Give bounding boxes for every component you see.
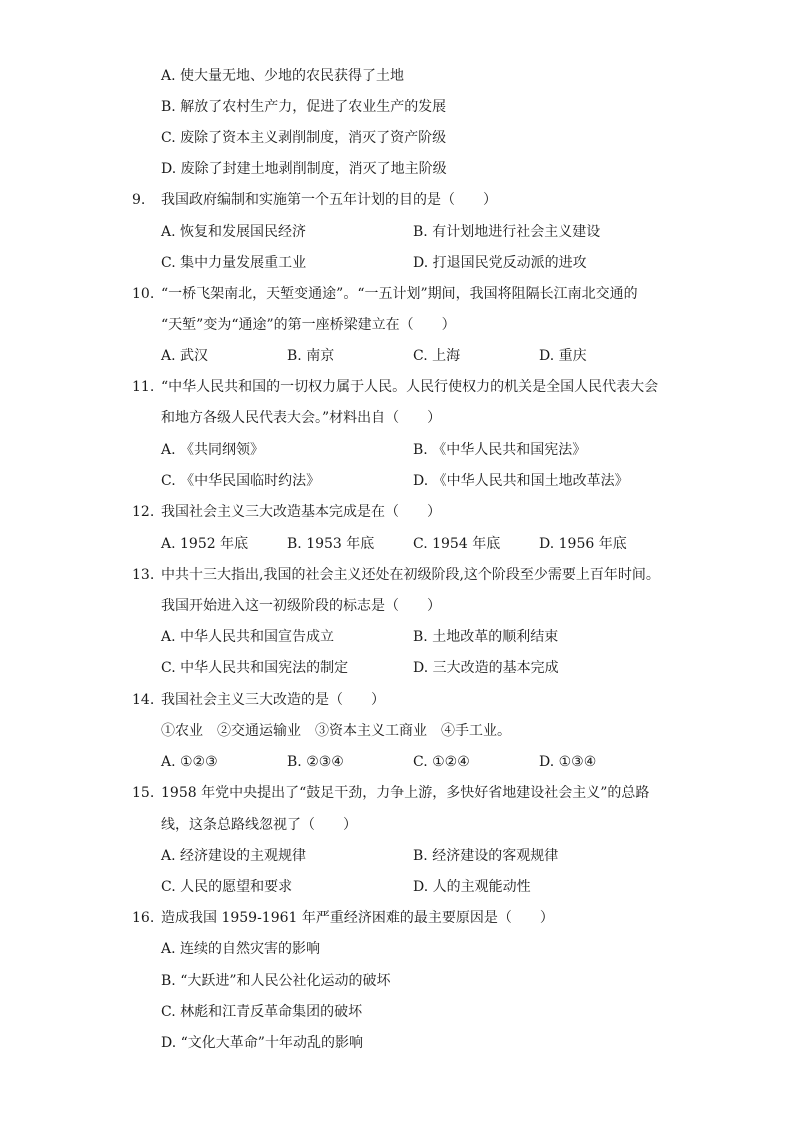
q12-option-a: A. 1952 年底 [161,536,249,552]
q8-option-d: D. 废除了封建土地剥削制度，消灭了地主阶级 [161,161,447,177]
q14-option-b: B. ②③④ [287,754,344,770]
q15-option-a: A. 经济建设的主观规律 [161,848,307,864]
q12-option-d: D. 1956 年底 [539,536,627,552]
q16-stem: 造成我国 1959-1961 年严重经济困难的最主要原因是（ ） [161,910,554,926]
q15-option-d: D. 人的主观能动性 [413,879,531,895]
q9-option-a: A. 恢复和发展国民经济 [161,224,307,240]
q15-option-b: B. 经济建设的客观规律 [413,848,559,864]
q14-stem: 我国社会主义三大改造的是（ ） [161,692,385,708]
q10-option-d: D. 重庆 [539,348,587,364]
q16-option-c: C. 林彪和江青反革命集团的破坏 [161,1004,363,1020]
q9-stem: 我国政府编制和实施第一个五年计划的目的是（ ） [161,192,497,208]
q10-option-c: C. 上海 [413,348,461,364]
q12-stem: 我国社会主义三大改造基本完成是在（ ） [161,504,441,520]
q13-stem-line1: 中共十三大指出,我国的社会主义还处在初级阶段,这个阶段至少需要上百年时间。 [161,567,660,583]
q9-number: 9. [132,192,146,208]
q15-option-c: C. 人民的愿望和要求 [161,879,293,895]
q10-option-a: A. 武汉 [161,348,209,364]
q9-option-d: D. 打退国民党反动派的进攻 [413,255,587,271]
q14-option-d: D. ①③④ [539,754,597,770]
q8-option-a: A. 使大量无地、少地的农民获得了土地 [161,68,405,84]
q13-option-b: B. 土地改革的顺利结束 [413,629,559,645]
q11-option-b: B. 《中华人民共和国宪法》 [413,442,587,458]
q16-option-b: B. “大跃进”和人民公社化运动的破坏 [161,973,391,989]
q11-stem-line1: “中华人民共和国的一切权力属于人民。人民行使权力的机关是全国人民代表大会 [161,379,659,395]
q9-option-b: B. 有计划地进行社会主义建设 [413,224,601,240]
q13-option-c: C. 中华人民共和国宪法的制定 [161,660,349,676]
q14-option-a: A. ①②③ [161,754,218,770]
q13-stem-line2: 我国开始进入这一初级阶段的标志是（ ） [161,598,441,614]
q14-option-c: C. ①②④ [413,754,470,770]
q15-stem-line1: 1958 年党中央提出了“鼓足干劲，力争上游，多快好省地建设社会主义”的总路 [161,785,650,801]
q10-number: 10. [132,286,155,302]
q8-option-c: C. 废除了资本主义剥削制度，消灭了资产阶级 [161,130,447,146]
q11-option-a: A. 《共同纲领》 [161,442,265,458]
q11-option-c: C. 《中华民国临时约法》 [161,473,321,489]
q16-number: 16. [132,910,155,926]
q12-number: 12. [132,504,155,520]
q11-option-d: D. 《中华人民共和国土地改革法》 [413,473,629,489]
q13-number: 13. [132,567,155,583]
q13-option-a: A. 中华人民共和国宣告成立 [161,629,335,645]
q10-stem-line1: “一桥飞架南北，天堑变通途”。“一五计划”期间，我国将阻隔长江南北交通的 [161,286,638,302]
q11-stem-line2: 和地方各级人民代表大会。”材料出自（ ） [161,410,442,426]
q15-number: 15. [132,785,155,801]
q13-option-d: D. 三大改造的基本完成 [413,660,559,676]
q16-option-d: D. “文化大革命”十年动乱的影响 [161,1035,363,1051]
q14-number: 14. [132,692,155,708]
q12-option-c: C. 1954 年底 [413,536,501,552]
q16-option-a: A. 连续的自然灾害的影响 [161,941,321,957]
q10-option-b: B. 南京 [287,348,335,364]
q9-option-c: C. 集中力量发展重工业 [161,255,307,271]
q10-stem-line2: “天堑”变为“通途”的第一座桥梁建立在（ ） [161,317,456,333]
q8-option-b: B. 解放了农村生产力，促进了农业生产的发展 [161,99,447,115]
q15-stem-line2: 线，这条总路线忽视了（ ） [161,817,357,833]
q12-option-b: B. 1953 年底 [287,536,375,552]
q14-items: ①农业 ②交通运输业 ③资本主义工商业 ④手工业。 [161,723,511,739]
q11-number: 11. [132,379,155,395]
